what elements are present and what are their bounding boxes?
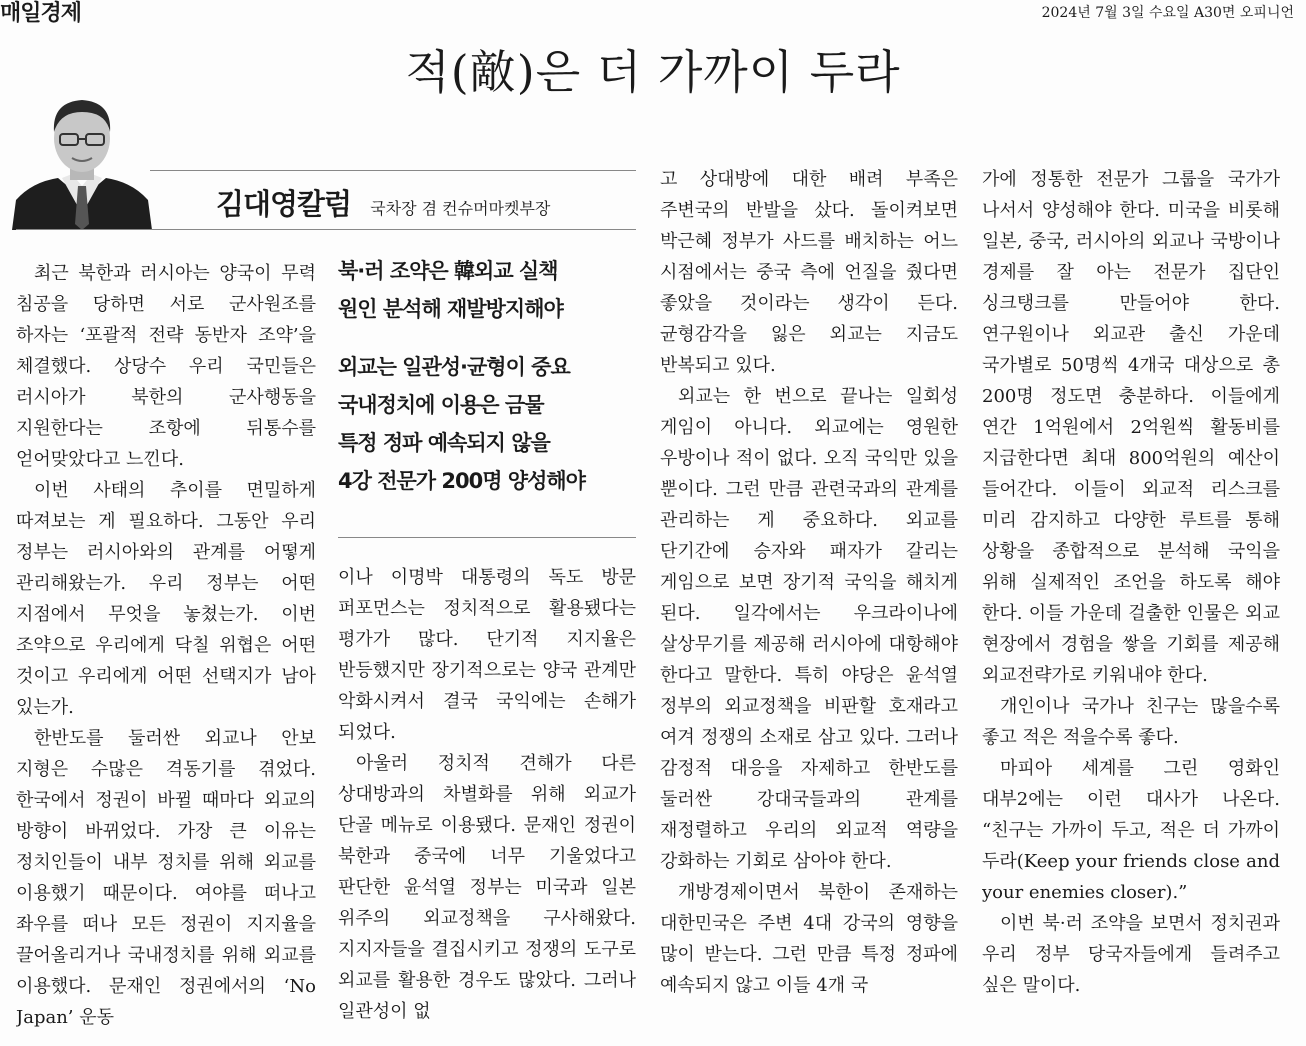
paragraph: 고 상대방에 대한 배려 부족은 주변국의 반발을 샀다. 돌이켜보면 박근혜 정부가 사드를 배치하는 어느 시점에서는 중국 측에 언질을 줬다면 좋았을 것이라는 생각이 든다. 균형감각을 잃은 외교는 지금도 반복되고 있다. [660,169,958,376]
byline [216,182,550,223]
paragraph: 마피아 세계를 그린 영화인 대부2에는 이런 대사가 나온다. “친구는 가까이 두고, 적은 더 가까이 두라(Keep your friends close and your enemies closer).” [982,758,1280,903]
article-column-1 [16,258,316,1038]
paragraph: 한반도를 둘러싼 외교나 안보 지형은 수많은 격동기를 겪었다. 한국에서 정권이 바뀔 때마다 외교의 방향이 바뀌었다. 가장 큰 이유는 정치인들이 내부 정치를 위해 외교를 이용했기 때문이다. 여야를 떠나고 좌우를 떠나 모든 정권이 지지율을 끌어올리거나 국내정치를 위해 외교를 이용했다. 문재인 정권에서의 ‘No Japan’ 운동 [16,728,316,1028]
masthead-logo: 매일경제 [0,1,82,26]
dateline: 2024년 7월 3일 수요일 A30면 오피니언 [1041,5,1294,21]
paragraph: 이번 북·러 조약을 보면서 정치권과 우리 정부 당국자들에게 들려주고 싶은 말이다. [982,913,1280,996]
author-photo [12,82,152,230]
subhead-line: 북·러 조약은 韓외교 실책 [338,259,558,283]
paragraph: 최근 북한과 러시아는 양국이 무력 침공을 당하면 서로 군사원조를 하자는 ‘포괄적 전략 동반자 조약’을 체결했다. 상당수 우리 국민들은 러시아가 북한의 군사행동을 지원한다는 조항에 뒤통수를 얻어맞았다고 느낀다. [16,263,316,470]
subhead-line: 특정 정파 예속되지 않을 [338,431,550,455]
byline-rule-bottom [16,229,636,230]
byline-rule-top [150,170,636,171]
paragraph: 개방경제이면서 북한이 존재하는 대한민국은 주변 4대 강국의 영향을 많이 받는다. 그런 만큼 특정 정파에 예속되지 않고 이들 4개 국 [660,882,958,996]
subhead-line: 원인 분석해 재발방지해야 [338,297,563,321]
paragraph: 개인이나 국가나 친구는 많을수록 좋고 적은 적을수록 좋다. [982,696,1280,748]
subhead-line: 국내정치에 이용은 금물 [338,393,544,417]
paragraph: 아울러 정치적 견해가 다른 상대방과의 차별화를 위해 외교가 단골 메뉴로 이용됐다. 문재인 정권이 북한과 중국에 너무 기울었다고 판단한 윤석열 정부는 미국과 일본 위주의 외교정책을 구사해왔다. 지지자들을 결집시키고 정쟁의 도구로 외교를 활용한 경우도 많았다. 그러나 일관성이 없 [338,753,636,1022]
paragraph: 외교는 한 번으로 끝나는 일회성 게임이 아니다. 외교에는 영원한 우방이나 적이 없다. 오직 국익만 있을 뿐이다. 그런 만큼 관련국과의 관계를 관리하는 게 중요하다. 외교를 단기간에 승자와 패자가 갈리는 게임으로 보면 장기적 국익을 해치게 된다. 일각에서는 우크라이나에 살상무기를 제공해 러시아에 대항해야 한다고 말한다. 특히 야당은 윤석열 정부의 외교정책을 비판할 호재라고 여겨 정쟁의 소재로 삼고 있다. 그러나 감정적 대응을 자제하고 한반도를 둘러싼 강대국들과의 관계를 재정렬하고 우리의 외교적 역량을 강화하는 기회로 삼아야 한다. [660,386,958,872]
author-role: 국차장 겸 컨슈머마켓부장 [370,199,551,218]
subhead-rule [338,537,636,538]
subhead-line: 외교는 일관성·균형이 중요 [338,355,570,379]
paragraph: 이나 이명박 대통령의 독도 방문 퍼포먼스는 정치적으로 활용됐다는 평가가 많다. 단기적 지지율은 반등했지만 장기적으로는 양국 관계만 악화시켜서 결국 국익에는 손해가 되었다. [338,567,636,743]
article-column-3 [660,164,958,1038]
subheads [338,252,636,500]
paragraph: 가에 정통한 전문가 그룹을 국가가 나서서 양성해야 한다. 미국을 비롯해 일본, 중국, 러시아의 외교나 국방이나 경제를 잘 아는 전문가 집단인 싱크탱크를 만들어야 한다. 연구원이나 외교관 출신 가운데 국가별로 50명씩 4개국 대상으로 총 200명 정도면 충분하다. 이들에게 연간 1억원에서 2억원씩 활동비를 지급한다면 최대 800억원의 예산이 들어간다. 이들이 외교적 리스크를 미리 감지하고 다양한 루트를 통해 상황을 종합적으로 분석해 국익을 위해 실제적인 조언을 하도록 해야 한다. 이들 가운데 걸출한 인물은 외교 현장에서 경험을 쌓을 기회를 제공해 외교전략가로 키워내야 한다. [982,169,1280,686]
column-name: 김대영칼럼 [216,187,352,221]
subhead-line: 4강 전문가 200명 양성해야 [338,469,585,493]
headline: 적(敵)은 더 가까이 두라 [405,45,901,99]
article-column-4 [982,164,1280,1038]
paragraph: 이번 사태의 추이를 면밀하게 따져보는 게 필요하다. 그동안 우리 정부는 러시아와의 관계를 어떻게 관리해왔는가. 우리 정부는 어떤 지점에서 무엇을 놓쳤는가. 이번 조약으로 우리에게 닥칠 위협은 어떤 것이고 우리에게 어떤 선택지가 남아 있는가. [16,480,316,718]
article-column-2 [338,562,636,1038]
